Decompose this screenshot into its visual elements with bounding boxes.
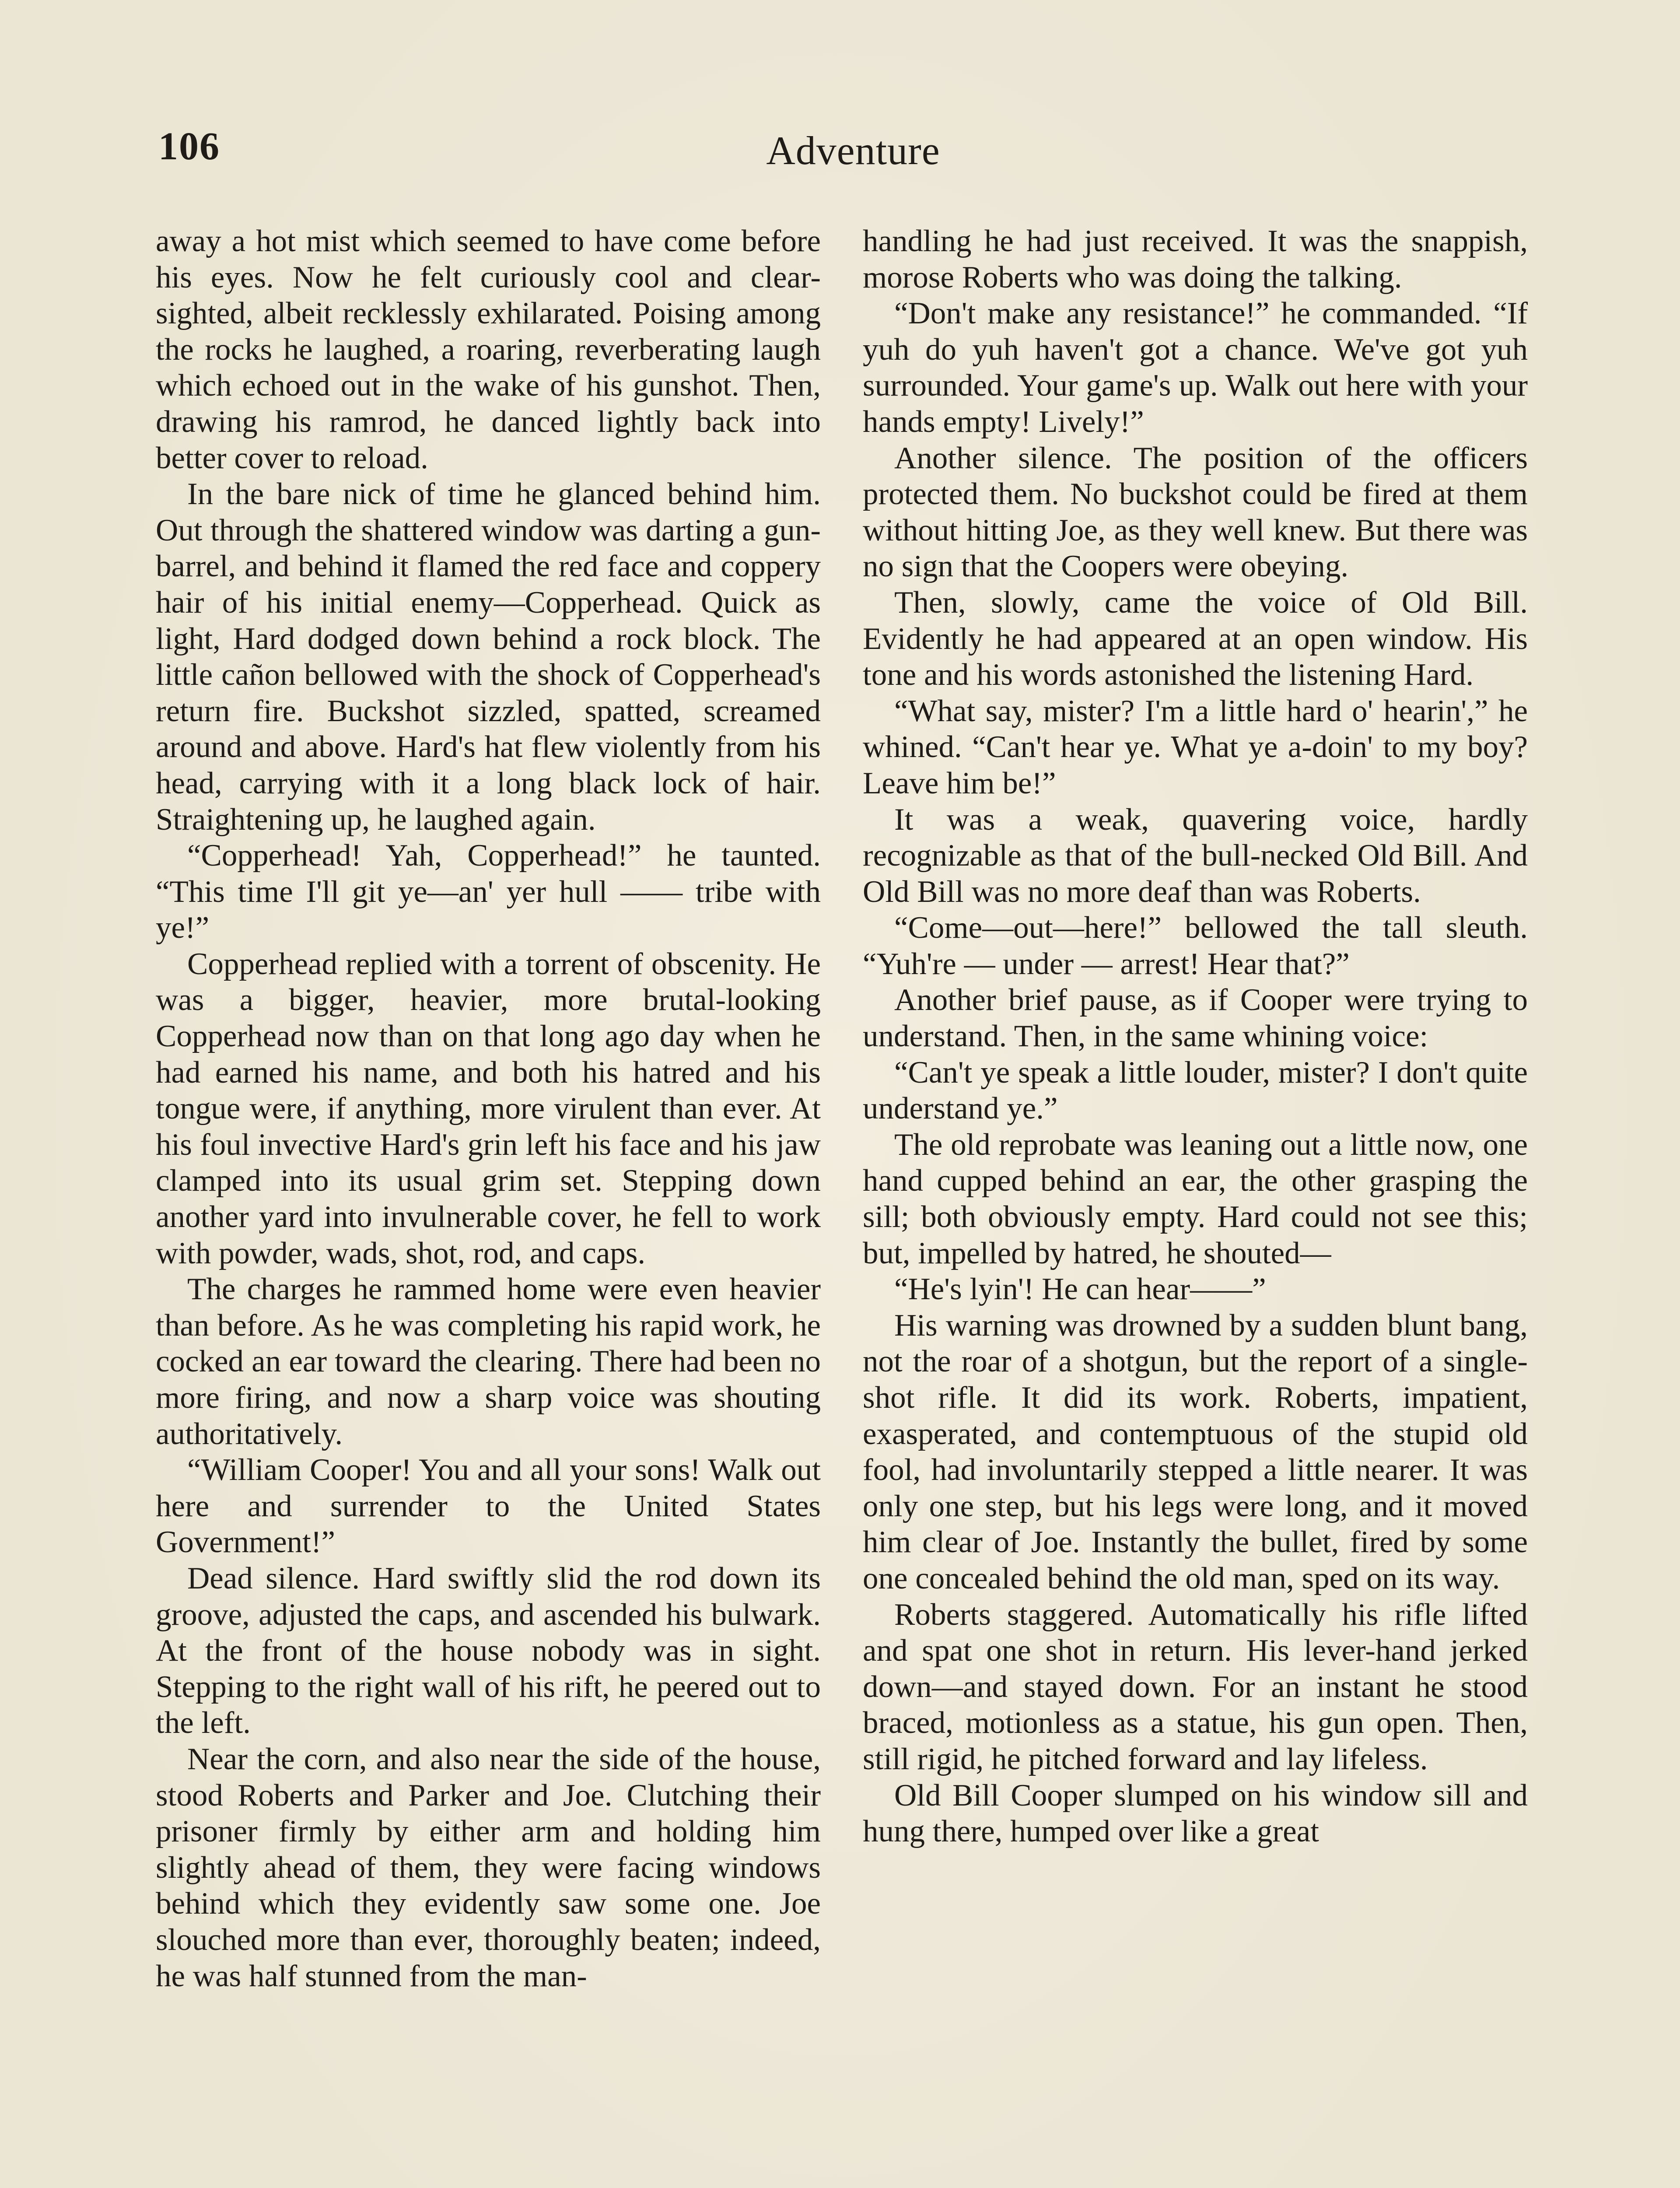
- paragraph: Then, slowly, came the voice of Old Bill. Evidently he had appeared at an open window. His tone and his words astonished the listening Hard.: [863, 585, 1528, 692]
- paragraph: Another brief pause, as if Cooper were trying to understand. Then, in the same whining voice:: [863, 983, 1528, 1054]
- paragraph: “Can't ye speak a little louder, mister? I don't quite understand ye.”: [863, 1055, 1528, 1126]
- paragraph: Old Bill Cooper slumped on his window sill and hung there, humped over like a great: [863, 1778, 1528, 1849]
- paragraph: handling he had just received. It was the snappish, morose Roberts who was doing the talking.: [863, 224, 1528, 295]
- running-title: Adventure: [766, 128, 940, 173]
- paragraph: Copperhead replied with a torrent of obscenity. He was a bigger, heavier, more brutal-looking Copperhead now than on that long ago day when he had earned his name, and both his hatred and his tongue were, if anything, more virulent than ever. At his foul invective Hard's grin left his face and his jaw clamped into its usual grim set. Stepping down another yard into invulnerable cover, he fell to work with powder, wads, shot, rod, and caps.: [156, 947, 821, 1270]
- paragraph: “William Cooper! You and all your sons! Walk out here and surrender to the United States Government!”: [156, 1453, 821, 1560]
- paragraph: Roberts staggered. Automatically his rifle lifted and spat one shot in return. His lever-hand jerked down—and stayed down. For an instant he stood braced, motionless as a statue, his gun open. Then, still rigid, he pitched forward and lay lifeless.: [863, 1597, 1528, 1776]
- paragraph: It was a weak, quavering voice, hardly recognizable as that of the bull-necked Old Bill. And Old Bill was no more deaf than was Roberts.: [863, 802, 1528, 909]
- left-column: [156, 223, 821, 1994]
- paragraph: “Don't make any resistance!” he commanded. “If yuh do yuh haven't got a chance. We've got yuh surrounded. Your game's up. Walk out here with your hands empty! Lively!”: [863, 296, 1528, 439]
- paragraph: In the bare nick of time he glanced behind him. Out through the shattered window was darting a gun-barrel, and behind it flamed the red face and coppery hair of his initial enemy—Copperhead. Quick as light, Hard dodged down behind a rock block. The little cañon bellowed with the shock of Copperhead's return fire. Buckshot sizzled, spatted, screamed around and above. Hard's hat flew violently from his head, carrying with it a long black lock of hair. Straightening up, he laughed again.: [156, 477, 821, 837]
- paragraph: “Copperhead! Yah, Copperhead!” he taunted. “This time I'll git ye—an' yer hull —— tribe with ye!”: [156, 838, 821, 945]
- paragraph: The old reprobate was leaning out a little now, one hand cupped behind an ear, the other grasping the sill; both obviously empty. Hard could not see this; but, impelled by hatred, he shouted—: [863, 1127, 1528, 1270]
- page-number: 106: [158, 125, 220, 168]
- paragraph: Another silence. The position of the officers protected them. No buckshot could be fired at them without hitting Joe, as they well knew. But there was no sign that the Coopers were obeying.: [863, 441, 1528, 584]
- paragraph: His warning was drowned by a sudden blunt bang, not the roar of a shotgun, but the report of a single-shot rifle. It did its work. Roberts, impatient, exasperated, and contemptuous of the stupid old fool, had involuntarily stepped a little nearer. It was only one step, but his legs were long, and it moved him clear of Joe. Instantly the bullet, fired by some one concealed behind the old man, sped on its way.: [863, 1308, 1528, 1595]
- paragraph: Near the corn, and also near the side of the house, stood Roberts and Parker and Joe. Clutching their prisoner firmly by either arm and holding him slightly ahead of them, they were facing windows behind which they evidently saw some one. Joe slouched more than ever, thoroughly beaten; indeed, he was half stunned from the man-: [156, 1742, 821, 1993]
- paragraph: “Come—out—here!” bellowed the tall sleuth. “Yuh're — under — arrest! Hear that?”: [863, 911, 1528, 981]
- paragraph: away a hot mist which seemed to have come before his eyes. Now he felt curiously cool and clear-sighted, albeit recklessly exhilarated. Poising among the rocks he laughed, a roaring, reverberating laugh which echoed out in the wake of his gunshot. Then, drawing his ramrod, he danced lightly back into better cover to reload.: [156, 224, 821, 475]
- paragraph: “What say, mister? I'm a little hard o' hearin',” he whined. “Can't hear ye. What ye a-doin' to my boy? Leave him be!”: [863, 694, 1528, 800]
- paragraph: The charges he rammed home were even heavier than before. As he was completing his rapid work, he cocked an ear toward the clearing. There had been no more firing, and now a sharp voice was shouting authoritatively.: [156, 1272, 821, 1451]
- paragraph: Dead silence. Hard swiftly slid the rod down its groove, adjusted the caps, and ascended his bulwark. At the front of the house nobody was in sight. Stepping to the right wall of his rift, he peered out to the left.: [156, 1561, 821, 1740]
- right-column: [863, 223, 1528, 1850]
- paragraph: “He's lyin'! He can hear——”: [894, 1272, 1266, 1307]
